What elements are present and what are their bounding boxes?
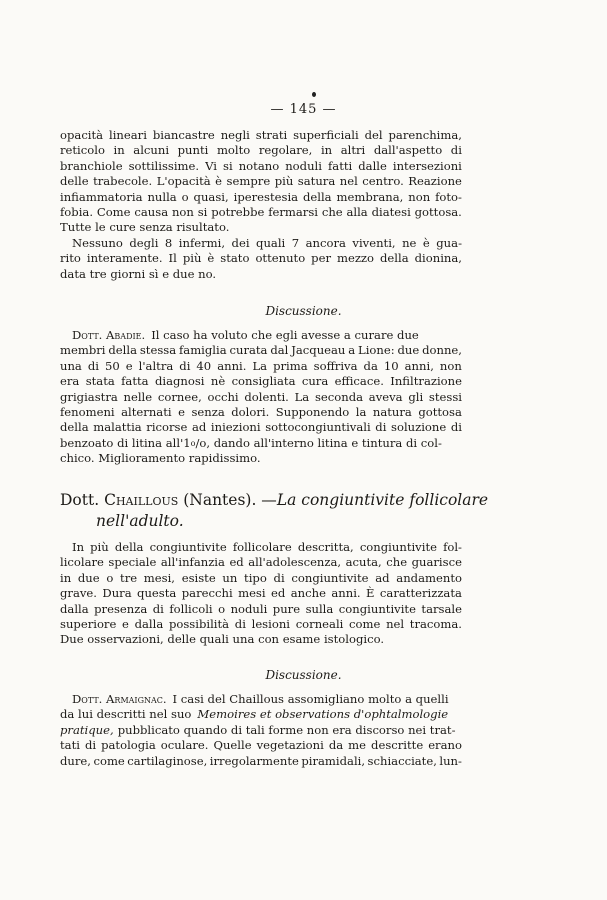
word: Nessuno [72, 236, 123, 250]
word: a [348, 343, 356, 358]
word: era [60, 374, 80, 389]
word: mezzo [336, 251, 375, 266]
word: una [60, 358, 82, 373]
word: descritta, [297, 540, 354, 554]
word: anni. [217, 358, 247, 373]
word: anni. [331, 586, 361, 601]
text-line [60, 571, 462, 586]
word: mesi, [143, 570, 175, 585]
word: acuta, [345, 555, 382, 570]
word: fatti [327, 158, 353, 173]
word: Infiltrazione [390, 374, 462, 389]
word: come [349, 616, 381, 631]
ink-dot [312, 92, 316, 97]
word: consigliata [231, 374, 296, 389]
text-line: data tre giorni sì e due no. [60, 266, 217, 281]
word: dolori. [231, 404, 270, 419]
word: erano [428, 738, 462, 753]
speaker-name: Dott. Abadie. [72, 328, 146, 342]
word: patologia [101, 738, 156, 753]
word: non [408, 189, 431, 204]
word: congiuntivite [291, 570, 369, 585]
word: della [114, 540, 144, 554]
word: aveva [368, 389, 403, 404]
word: ed [271, 586, 286, 601]
text-line: Due osservazioni, delle quali una con esame istologico. [60, 632, 385, 647]
word: grave. [60, 586, 97, 601]
word: altri [340, 143, 366, 158]
paragraph-5 [60, 692, 462, 769]
word: Il [168, 251, 177, 266]
word: tati [60, 738, 80, 753]
text-line [72, 236, 462, 251]
word: ad [375, 570, 390, 585]
word: sottilissime. [128, 158, 200, 173]
word: La [294, 389, 310, 404]
word: di [450, 420, 462, 435]
word: diagnosi [154, 374, 205, 389]
word: fatta [121, 374, 149, 389]
paragraph-2 [60, 236, 462, 282]
text-line: pubblicato quando di tali forme non era discorso nei trat- [117, 722, 456, 737]
text-line [60, 143, 462, 158]
word: è [215, 174, 223, 189]
word: possibilità [168, 616, 230, 631]
paragraph-4 [60, 540, 462, 648]
title-author: Dott. [60, 491, 100, 509]
word: del [364, 128, 383, 142]
word: ottenuto [255, 251, 306, 266]
word: cura [301, 374, 329, 389]
word: nel [386, 616, 405, 631]
word: efficace. [334, 374, 384, 389]
word: tracoma. [409, 616, 462, 631]
word: irregolarmente [209, 753, 299, 768]
word: o [181, 189, 189, 204]
word: dalle [358, 158, 387, 173]
word: opacità [60, 128, 104, 142]
word: Vi [205, 158, 218, 173]
word: ed [229, 555, 244, 570]
word: parenchima, [388, 128, 462, 142]
word: di [450, 143, 462, 158]
word: e [178, 404, 185, 419]
word: satura [297, 174, 336, 189]
word: Come [96, 204, 131, 219]
text-line [60, 190, 462, 205]
word: speciale [108, 555, 157, 570]
word: tarsale [421, 601, 462, 616]
word: 40 [196, 358, 212, 373]
title-topic: La congiuntivite follicolare [276, 491, 489, 509]
word: nè [210, 374, 226, 389]
word: tipo [244, 570, 267, 585]
word: dalla [60, 601, 89, 616]
word: all'infanzia [160, 555, 225, 570]
page-number: — 145 — [270, 102, 337, 117]
word: occhi [207, 389, 239, 404]
text-line [72, 540, 462, 555]
word: sottocongiuntivali [265, 420, 371, 435]
word: 10 [383, 358, 399, 373]
word: cartilaginose, [127, 753, 208, 768]
word: di [375, 420, 387, 435]
word: più [90, 540, 109, 554]
word: Dura [102, 586, 132, 601]
word: in [60, 570, 72, 585]
text-line [60, 251, 462, 266]
word: viventi, [352, 236, 396, 250]
word: senza [191, 404, 225, 419]
word: ricorse [146, 420, 188, 435]
word: nelle [123, 389, 153, 404]
word: esiste [181, 570, 216, 585]
text-line: I casi del Chaillous assomigliano molto a quelli [172, 692, 449, 706]
word: un [222, 570, 238, 585]
text-line [60, 159, 462, 174]
text-line [60, 174, 462, 189]
word: lun- [439, 753, 462, 768]
word: di [152, 601, 164, 616]
text-line [60, 602, 462, 617]
word: ne [402, 236, 417, 250]
word: caratterizzata [379, 586, 462, 601]
word: fobia. [60, 204, 93, 219]
word: o [218, 601, 226, 616]
word: la [355, 404, 367, 419]
word: pure [272, 601, 301, 616]
word: Supponendo [275, 404, 350, 419]
word: seconda [314, 389, 364, 404]
word: vegetazioni [256, 738, 324, 753]
superscript: o [190, 438, 196, 448]
text-line [60, 555, 462, 570]
word: quasi, [193, 189, 229, 204]
word: di [273, 570, 285, 585]
word: fenomeni [60, 404, 115, 419]
word: delle [60, 174, 89, 189]
word: follicolare [232, 540, 292, 554]
word: quali [256, 236, 286, 250]
word: licolare [60, 555, 104, 570]
word: dal [270, 343, 289, 358]
word: soluzione [391, 420, 447, 435]
discussion-heading: Discussione. [265, 668, 342, 682]
word: di [234, 616, 246, 631]
word: gli [408, 389, 424, 404]
text-line: benzoato di litina all'1 [60, 435, 191, 450]
word: in [113, 143, 125, 158]
word: reticolo [60, 143, 105, 158]
word: non [439, 358, 462, 373]
word: regolare, [258, 143, 313, 158]
word: Lione: [358, 343, 395, 358]
word: due [397, 343, 420, 358]
word: me [348, 738, 367, 753]
word: cornee, [157, 389, 202, 404]
word: questa [137, 586, 177, 601]
word: corneali [295, 616, 344, 631]
word: iperestesia [233, 189, 299, 204]
text-line: Tutte le cure senza risultato. [60, 220, 230, 235]
title-topic-cont: nell'adulto. [96, 512, 184, 530]
word: di [84, 738, 97, 753]
title-name: Chaillous [104, 491, 179, 509]
word: donne, [422, 343, 462, 358]
word: foto- [435, 189, 462, 204]
word: gottosa. [414, 204, 462, 219]
word: parecchi [181, 586, 233, 601]
word: noduli [230, 601, 268, 616]
cited-work: pratique, [60, 722, 114, 737]
word: descritte [371, 738, 424, 753]
word: causa [134, 204, 169, 219]
word: noduli [285, 158, 322, 173]
word: dalla [134, 616, 164, 631]
word: lesioni [251, 616, 290, 631]
word: potrebbe [211, 204, 265, 219]
word: presenza [94, 601, 148, 616]
word: grigiastra [60, 389, 118, 404]
word: Jacqueau [291, 343, 346, 358]
word: ancora [305, 236, 346, 250]
word: più [182, 251, 202, 266]
word: malattia [93, 420, 142, 435]
word: Reazione [408, 174, 462, 189]
word: dure, [60, 753, 91, 768]
word: sempre [226, 174, 271, 189]
word: l'altra [138, 358, 174, 373]
word: fermarsi [268, 204, 318, 219]
word: ad [191, 420, 207, 435]
word: La [252, 358, 268, 373]
word: prima [273, 358, 308, 373]
word: mesi [238, 586, 266, 601]
word: stessa [139, 343, 177, 358]
word: si [197, 204, 208, 219]
word: infermi, [178, 236, 226, 250]
word: iniezioni [210, 420, 261, 435]
word: nulla [147, 189, 177, 204]
word: congiuntivite [359, 540, 437, 554]
word: di [87, 358, 99, 373]
word: membrana, [336, 189, 404, 204]
word: alternati [121, 404, 172, 419]
text-line [60, 420, 462, 435]
word: notano [238, 158, 280, 173]
word: interamente. [86, 251, 163, 266]
word: della [60, 420, 89, 435]
word: L'opacità [156, 174, 211, 189]
word: trabecole. [93, 174, 153, 189]
word: biancastre [152, 128, 215, 142]
word: È [366, 586, 375, 601]
word: infiammatoria [60, 189, 143, 204]
word: soffriva [313, 358, 358, 373]
word: guarisce [411, 555, 462, 570]
word: Quelle [213, 738, 252, 753]
word: punti [177, 143, 209, 158]
word: In [72, 540, 85, 554]
word: in [320, 143, 333, 158]
word: si [223, 158, 233, 173]
word: stato [220, 251, 250, 266]
word: congiuntivite [149, 540, 227, 554]
word: diatesi [371, 204, 411, 219]
text-line [60, 586, 462, 601]
word: dolenti. [244, 389, 289, 404]
word: sulla [305, 601, 334, 616]
word: e [125, 358, 133, 373]
word: di [179, 358, 191, 373]
speaker-name: Dott. Armaignac. [72, 692, 167, 706]
word: da [363, 358, 378, 373]
word: stata [85, 374, 115, 389]
word: negli [220, 128, 250, 142]
word: più [274, 174, 294, 189]
word: follicoli [169, 601, 213, 616]
text-line [60, 205, 462, 220]
word: è [422, 236, 430, 250]
word: anni, [404, 358, 434, 373]
word: curata [229, 343, 268, 358]
word: da [328, 738, 344, 753]
text-line: chico. Miglioramento rapidissimo. [60, 451, 261, 466]
text-line: da lui descritti nel suo [60, 707, 192, 722]
paragraph-3 [60, 328, 462, 467]
word: membri [60, 343, 106, 358]
word: nel [339, 174, 358, 189]
word: o [106, 570, 114, 585]
text-line [60, 359, 462, 374]
text-line [60, 738, 462, 753]
text-line [60, 390, 462, 405]
word: due [77, 570, 100, 585]
word: piramidali, [301, 753, 366, 768]
text-line: /o, dando all'interno litina e tintura di col- [195, 435, 442, 450]
discussion-heading: Discussione. [265, 304, 342, 318]
word: per [311, 251, 331, 266]
word: 7 [291, 236, 300, 250]
word: gua- [436, 236, 462, 250]
word: schiacciate, [367, 753, 437, 768]
word: degli [129, 236, 159, 250]
word: all'adolescenza, [248, 555, 342, 570]
word: strati [255, 128, 288, 142]
word: natura [372, 404, 412, 419]
word: fol- [443, 540, 462, 554]
text-line [60, 343, 462, 358]
text-line [60, 754, 462, 769]
word: congiuntivite [338, 601, 416, 616]
word: superficiali [293, 128, 359, 142]
word: 50 [105, 358, 120, 373]
article-title [60, 490, 489, 532]
word: e [122, 616, 129, 631]
text-line [60, 405, 462, 420]
word: branchiole [60, 158, 123, 173]
word: rito [60, 251, 81, 266]
word: andamento [396, 570, 462, 585]
word: dionina, [414, 251, 462, 266]
title-place: (Nantes). — [183, 491, 277, 509]
text-line [60, 128, 462, 143]
word: che [386, 555, 408, 570]
word: anche [290, 586, 326, 601]
word: è [207, 251, 215, 266]
word: lineari [109, 128, 147, 142]
word: dall'aspetto [373, 143, 443, 158]
word: come [93, 753, 125, 768]
word: intersezioni [392, 158, 462, 173]
word: tre [120, 570, 138, 585]
word: alcuni [133, 143, 170, 158]
word: della [108, 343, 137, 358]
word: dei [231, 236, 250, 250]
text-line [60, 374, 462, 389]
cited-work: Memoires et observations d'ophtalmologie [197, 707, 449, 722]
text-line: Il caso ha voluto che egli avesse a curare due [151, 328, 419, 342]
word: non [171, 204, 194, 219]
word: 8 [164, 236, 173, 250]
word: gottosa [418, 404, 462, 419]
word: molto [216, 143, 251, 158]
word: della [380, 251, 409, 266]
word: famiglia [178, 343, 227, 358]
word: che [321, 204, 343, 219]
word: della [302, 189, 332, 204]
paragraph-1 [60, 128, 462, 236]
word: alla [346, 204, 368, 219]
text-line [60, 617, 462, 632]
word: oculare. [160, 738, 209, 753]
word: superiore [60, 616, 117, 631]
word: stessi [428, 389, 462, 404]
word: centro. [362, 174, 404, 189]
